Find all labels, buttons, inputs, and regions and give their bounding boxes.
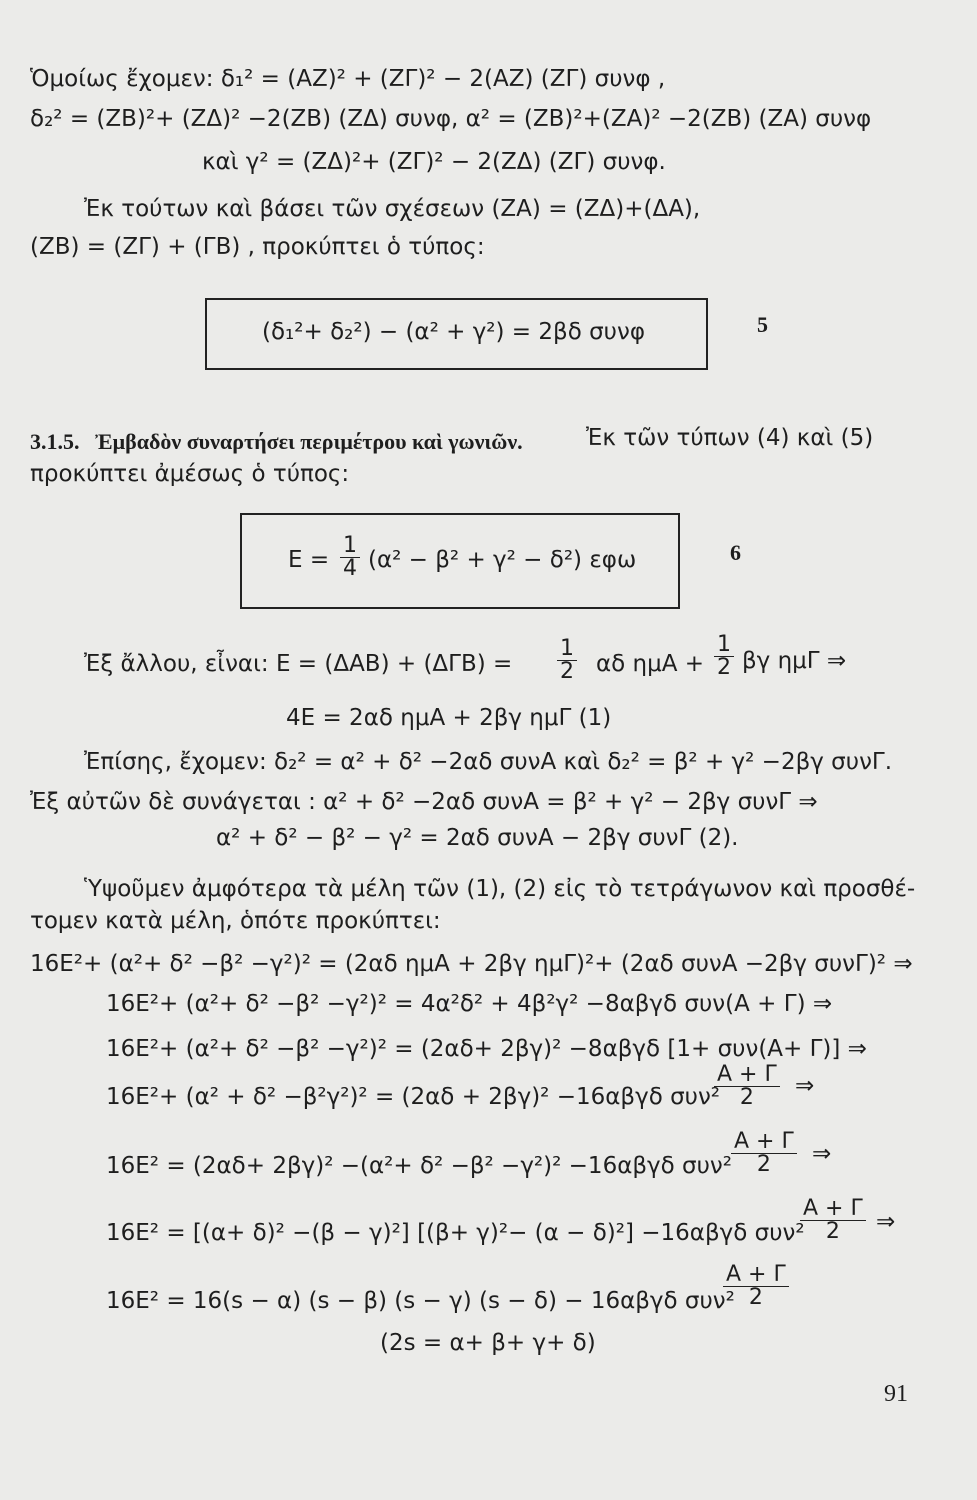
line-10: Ἐπίσης, ἔχομεν: δ₂² = α² + δ² −2αδ συνΑ καὶ δ₂² = β² + γ² −2βγ συνΓ. <box>84 749 893 775</box>
line-19: 16E² = (2αδ+ 2βγ)² −(α²+ δ² −β² −γ²)² −16αβγδ συν² <box>106 1153 732 1179</box>
line-17: 16E²+ (α²+ δ² −β² −γ²)² = (2αδ+ 2βγ)² −8αβγδ [1+ συν(Α+ Γ)] ⇒ <box>106 1036 867 1062</box>
line-15: 16E²+ (α²+ δ² −β² −γ²)² = (2αδ ημΑ + 2βγ ημΓ)²+ (2αδ συνΑ −2βγ συνΓ)² ⇒ <box>30 951 913 977</box>
line-18-arrow: ⇒ <box>795 1073 815 1099</box>
section-text: Ἐκ τῶν τύπων (4) καὶ (5) <box>586 425 874 451</box>
section-number: 3.1.5. <box>30 429 80 454</box>
line-20-arrow: ⇒ <box>876 1209 896 1235</box>
line-20: 16E² = [(α+ δ)² −(β − γ)²] [(β+ γ)²− (α − δ)²] −16αβγδ συν² <box>106 1220 805 1246</box>
line-8-a: Ἐξ ἄλλου, εἶναι: E = (ΔΑΒ) + (ΔΓΒ) = <box>84 651 513 677</box>
numerator: Α + Γ <box>731 1131 797 1154</box>
denominator: 2 <box>717 655 731 680</box>
fraction-one-half-1 <box>557 638 577 683</box>
numerator: Α + Γ <box>723 1264 789 1287</box>
denominator: 2 <box>560 659 574 684</box>
line-18: 16E²+ (α² + δ² −β²γ²)² = (2αδ + 2βγ)² −16αβγδ συν² <box>106 1084 721 1110</box>
formula-5: (δ₁²+ δ₂²) − (α² + γ²) = 2βδ συνφ <box>262 319 645 345</box>
line-3: καὶ γ² = (ΖΔ)²+ (ΖΓ)² − 2(ΖΔ) (ΖΓ) συνφ. <box>202 149 666 175</box>
line-22: (2s = α+ β+ γ+ δ) <box>380 1330 596 1356</box>
line-5: (ΖΒ) = (ΖΓ) + (ΓΒ) , προκύπτει ὁ τύπος: <box>30 234 485 260</box>
numerator: 1 <box>340 535 360 558</box>
numerator: 1 <box>557 638 577 661</box>
denominator: 2 <box>748 1285 763 1310</box>
line-7: προκύπτει ἀμέσως ὁ τύπος: <box>30 461 350 487</box>
line-4: Ἐκ τούτων καὶ βάσει τῶν σχέσεων (ΖΑ) = (ΖΔ)+(ΔΑ), <box>84 196 701 222</box>
equation-number-5: 5 <box>757 312 768 337</box>
section-title: Ἐμβαδὸν συναρτήσει περιμέτρου καὶ γωνιῶν. <box>95 429 523 454</box>
denominator: 2 <box>825 1219 840 1244</box>
line-13: Ὑψοῦμεν ἀμφότερα τὰ μέλη τῶν (1), (2) εἰς τὸ τετράγωνον καὶ προσθέ- <box>84 876 916 902</box>
fraction-a-plus-g-4 <box>723 1264 789 1309</box>
fraction-a-plus-g-3 <box>800 1198 866 1243</box>
line-12: α² + δ² − β² − γ² = 2αδ συνΑ − 2βγ συνΓ (2). <box>216 825 739 851</box>
line-8-b: αδ ημΑ + <box>596 651 705 677</box>
fraction-a-plus-g-1 <box>714 1064 780 1109</box>
line-16: 16E²+ (α²+ δ² −β² −γ²)² = 4α²δ² + 4β²γ² −8αβγδ συν(Α + Γ) ⇒ <box>106 991 833 1017</box>
equation-number-6: 6 <box>730 540 741 565</box>
line-8-c: βγ ημΓ ⇒ <box>742 648 847 674</box>
line-14: τομεν κατὰ μέλη, ὁπότε προκύπτει: <box>30 908 441 934</box>
line-9: 4E = 2αδ ημΑ + 2βγ ημΓ (1) <box>286 705 612 731</box>
denominator: 2 <box>756 1152 771 1177</box>
denominator: 2 <box>739 1085 754 1110</box>
fraction-a-plus-g-2 <box>731 1131 797 1176</box>
fraction-one-half-2 <box>714 634 734 679</box>
line-1: Ὁμοίως ἔχομεν: δ₁² = (ΑΖ)² + (ΖΓ)² − 2(ΑΖ) (ΖΓ) συνφ , <box>30 66 666 92</box>
formula-6-rhs: (α² − β² + γ² − δ²) εφω <box>368 547 637 573</box>
page-number: 91 <box>884 1381 908 1407</box>
fraction-one-quarter <box>340 535 360 580</box>
numerator: Α + Γ <box>800 1198 866 1221</box>
line-19-arrow: ⇒ <box>812 1141 832 1167</box>
formula-6-lhs: E = <box>288 547 330 573</box>
denominator: 4 <box>343 556 357 581</box>
line-21: 16E² = 16(s − α) (s − β) (s − γ) (s − δ) − 16αβγδ συν² <box>106 1288 735 1314</box>
numerator: 1 <box>714 634 734 657</box>
line-2: δ₂² = (ΖΒ)²+ (ΖΔ)² −2(ΖΒ) (ΖΔ) συνφ, α² = (ΖΒ)²+(ΖΑ)² −2(ΖΒ) (ΖΑ) συνφ <box>30 106 872 132</box>
line-11: Ἐξ αὐτῶν δὲ συνάγεται : α² + δ² −2αδ συνΑ = β² + γ² − 2βγ συνΓ ⇒ <box>30 789 818 815</box>
numerator: Α + Γ <box>714 1064 780 1087</box>
